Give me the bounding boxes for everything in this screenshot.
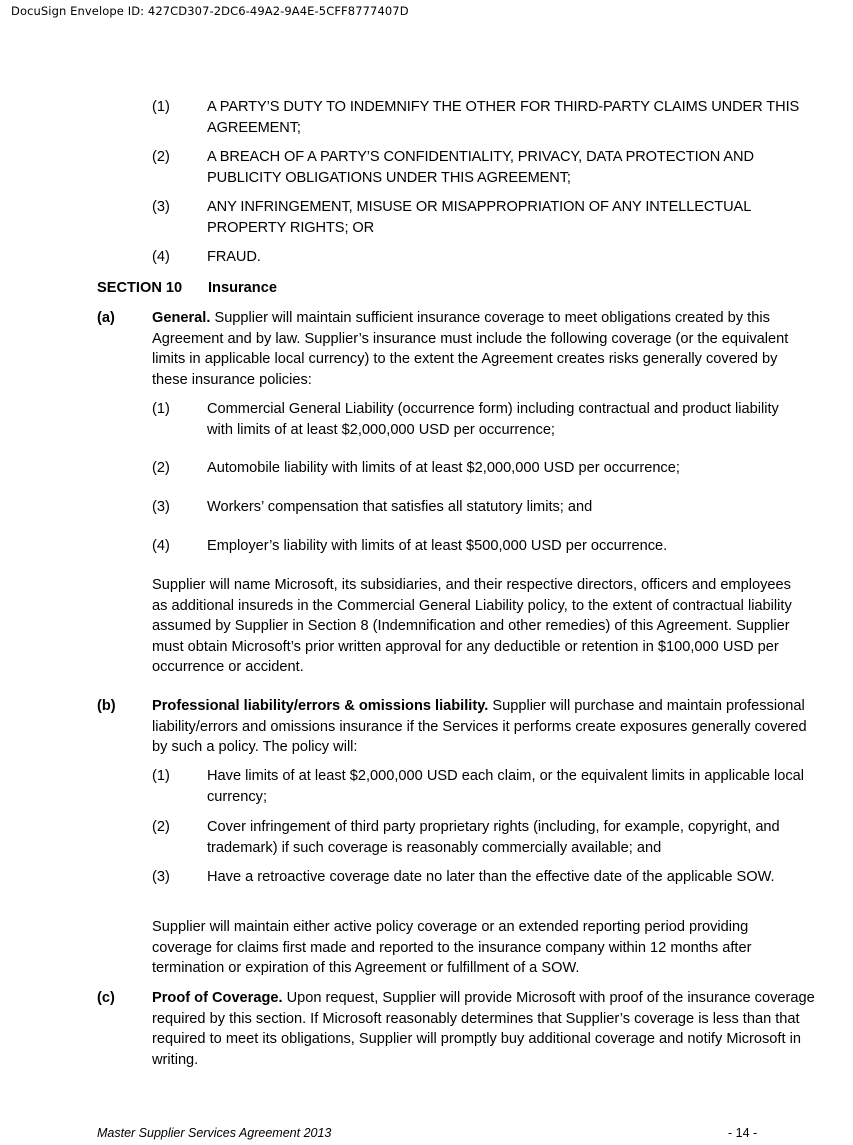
page-number: - 14 - (728, 1126, 758, 1140)
clause-c-text: Upon request, Supplier will provide Microsoft with proof of the insurance coverage required by this section. If Microsoft reasonably determines that Supplier’s coverage is less than that required to meet its obligations, Supplier will promptly buy additional coverage and notify Microsoft in writing. (152, 990, 815, 1068)
clause-a-item-1-text: Commercial General Liability (occurrence form) including contractual and product liability with limits of at least $2,000,000 USD per occurrence; (207, 401, 779, 438)
carryover-item-2-number: (2) (152, 149, 170, 165)
clause-a-item-4-number: (4) (152, 538, 170, 554)
carryover-item-3-text: ANY INFRINGEMENT, MISUSE OR MISAPPROPRIATION OF ANY INTELLECTUAL PROPERTY RIGHTS; OR (207, 199, 751, 236)
section-title: Insurance (208, 280, 277, 296)
clause-b-item-2-text: Cover infringement of third party proprietary rights (including, for example, copyright, and trademark) if such coverage is reasonably commercially available; and (207, 819, 780, 856)
clause-c-heading: Proof of Coverage. (152, 990, 283, 1006)
clause-b-heading: Professional liability/errors & omissions liability. (152, 698, 489, 714)
clause-b-letter: (b) (97, 698, 116, 714)
clause-b-text: Supplier will purchase and maintain professional liability/errors and omissions insurance if the Services it performs create exposures generally covered by such a policy. The policy will: (152, 698, 807, 755)
clause-a-item-3-number: (3) (152, 499, 170, 515)
clause-a-text: Supplier will maintain sufficient insurance coverage to meet obligations created by this Agreement and by law. Supplier’s insurance must include the following coverage (or the equivalent limits in applicable local currency) to the extent the Agreement creates risks generally covered by these insurance policies: (152, 310, 789, 388)
docusign-envelope-id: DocuSign Envelope ID: 427CD307-2DC6-49A2-9A4E-5CFF8777407D (11, 4, 409, 18)
clause-b-item-1-text: Have limits of at least $2,000,000 USD each claim, or the equivalent limits in applicable local currency; (207, 768, 805, 805)
clause-a-closing: Supplier will name Microsoft, its subsidiaries, and their respective directors, officers and employees as additional insureds in the Commercial General Liability policy, to the extent of contractual liability assumed by Supplier in Section 8 (Indemnification and other remedies) of this Agreement. Supplier must obtain Microsoft’s prior written approval for any deductible or retention in $100,000 USD per occurrence or accident. (152, 577, 792, 675)
carryover-item-2-text: A BREACH OF A PARTY’S CONFIDENTIALITY, PRIVACY, DATA PROTECTION AND PUBLICITY OBLIGATIONS UNDER THIS AGREEMENT; (207, 149, 754, 186)
clause-c-paragraph (152, 988, 822, 1070)
clause-a-item-2-number: (2) (152, 460, 170, 476)
clause-b-item-1-number: (1) (152, 768, 170, 784)
clause-b-item-3-number: (3) (152, 869, 170, 885)
clause-a-heading: General. (152, 310, 211, 326)
clause-c-letter: (c) (97, 990, 115, 1006)
clause-b-item-3-text: Have a retroactive coverage date no later than the effective date of the applicable SOW. (207, 869, 775, 885)
carryover-item-3-number: (3) (152, 199, 170, 215)
section-label: SECTION 10 (97, 280, 183, 296)
clause-a-letter: (a) (97, 310, 115, 326)
clause-a-item-2-text: Automobile liability with limits of at least $2,000,000 USD per occurrence; (207, 460, 680, 476)
clause-b-closing: Supplier will maintain either active policy coverage or an extended reporting period providing coverage for claims first made and reported to the insurance company within 12 months after termination or expiration of this Agreement or fulfillment of a SOW. (152, 919, 752, 976)
carryover-item-4-number: (4) (152, 249, 170, 265)
clause-b-paragraph (152, 696, 817, 758)
clause-a-item-4-text: Employer’s liability with limits of at least $500,000 USD per occurrence. (207, 538, 668, 554)
clause-a-paragraph (152, 308, 817, 390)
clause-a-item-1-number: (1) (152, 401, 170, 417)
carryover-item-1-number: (1) (152, 99, 170, 115)
carryover-item-4-text: FRAUD. (207, 249, 261, 265)
clause-b-item-2-number: (2) (152, 819, 170, 835)
carryover-item-1-text: A PARTY’S DUTY TO INDEMNIFY THE OTHER FOR THIRD-PARTY CLAIMS UNDER THIS AGREEMENT; (207, 99, 800, 136)
clause-a-item-3-text: Workers’ compensation that satisfies all statutory limits; and (207, 499, 593, 515)
footer-title: Master Supplier Services Agreement 2013 (97, 1126, 332, 1140)
